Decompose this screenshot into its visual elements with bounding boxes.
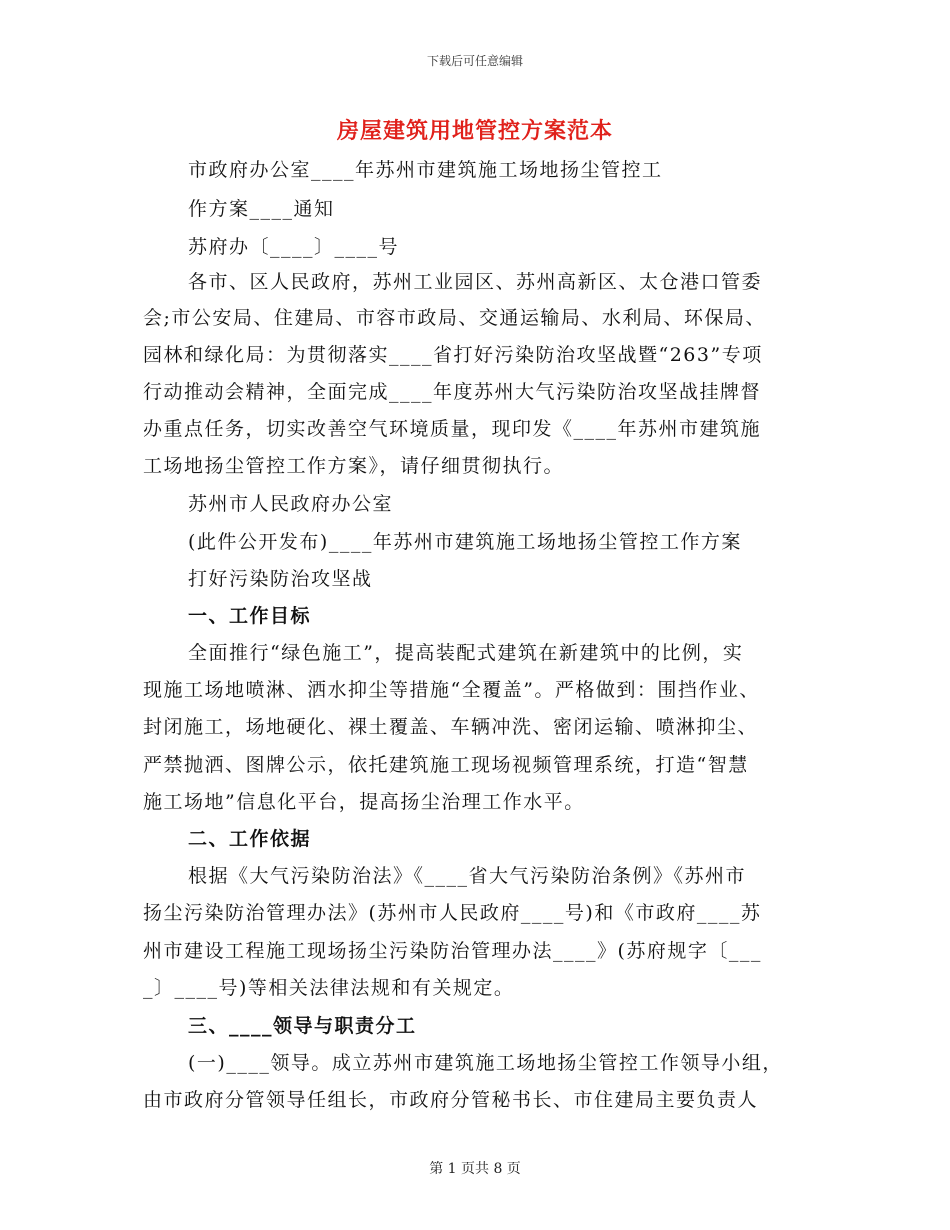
text-line: 全面推行“绿色施工”，提高装配式建筑在新建筑中的比例，实 bbox=[188, 642, 744, 664]
text-line: 行动推动会精神，全面完成____年度苏州大气污染防治攻坚战挂牌督 bbox=[143, 381, 762, 403]
text-line: 施工场地”信息化平台，提高扬尘治理工作水平。 bbox=[143, 791, 585, 813]
text-line: 打好污染防治攻坚战 bbox=[188, 568, 373, 590]
text-line: 封闭施工，场地硬化、裸土覆盖、车辆冲洗、密闭运输、喷淋抑尘、 bbox=[143, 716, 759, 738]
text-line: 由市政府分管领导任组长，市政府分管秘书长、市住建局主要负责人 bbox=[143, 1089, 759, 1111]
section-heading: 二、工作依据 bbox=[188, 828, 312, 850]
text-line: 根据《大气污染防治法》《____省大气污染防治条例》《苏州市 bbox=[188, 865, 747, 887]
page-footer: 第 1 页共 8 页 bbox=[429, 1161, 521, 1177]
text-line: 园林和绿化局：为贯彻落实____省打好污染防治攻坚战暨“263”专项 bbox=[143, 344, 763, 366]
text-line: 扬尘污染防治管理办法》(苏州市人民政府____号)和《市政府____苏 bbox=[143, 902, 762, 924]
text-line: 工场地扬尘管控工作方案》，请仔细贯彻执行。 bbox=[143, 455, 565, 477]
section-heading: 三、____领导与职责分工 bbox=[188, 1015, 417, 1037]
page-header: 下载后可任意编辑 bbox=[426, 54, 523, 68]
text-line: 苏州市人民政府办公室 bbox=[188, 493, 394, 515]
text-line: 各市、区人民政府，苏州工业园区、苏州高新区、太仓港口管委 bbox=[188, 271, 763, 293]
text-line: 市政府办公室____年苏州市建筑施工场地扬尘管控工 bbox=[188, 159, 663, 181]
section-heading: 一、工作目标 bbox=[188, 605, 312, 627]
text-line: 州市建设工程施工现场扬尘污染防治管理办法____》(苏府规字〔___ bbox=[143, 940, 762, 962]
text-line: 办重点任务，切实改善空气环境质量，现印发《____年苏州市建筑施 bbox=[143, 418, 762, 440]
text-line: 严禁抛洒、图牌公示，依托建筑施工现场视频管理系统，打造“智慧 bbox=[143, 754, 749, 776]
text-line: 苏府办〔____〕____号 bbox=[188, 236, 400, 258]
text-line: _〕____号)等相关法律法规和有关规定。 bbox=[143, 977, 515, 999]
text-line: 现施工场地喷淋、洒水抑尘等措施“全覆盖”。严格做到：围挡作业、 bbox=[143, 679, 760, 701]
text-line: (一)____领导。成立苏州市建筑施工场地扬尘管控工作领导小组， bbox=[188, 1052, 783, 1074]
document-title: 房屋建筑用地管控方案范本 bbox=[336, 118, 613, 144]
text-line: 作方案____通知 bbox=[188, 198, 335, 220]
text-line: (此件公开发布)____年苏州市建筑施工场地扬尘管控工作方案 bbox=[188, 531, 742, 553]
text-line: 会;市公安局、住建局、市容市政局、交通运输局、水利局、环保局、 bbox=[143, 307, 766, 329]
